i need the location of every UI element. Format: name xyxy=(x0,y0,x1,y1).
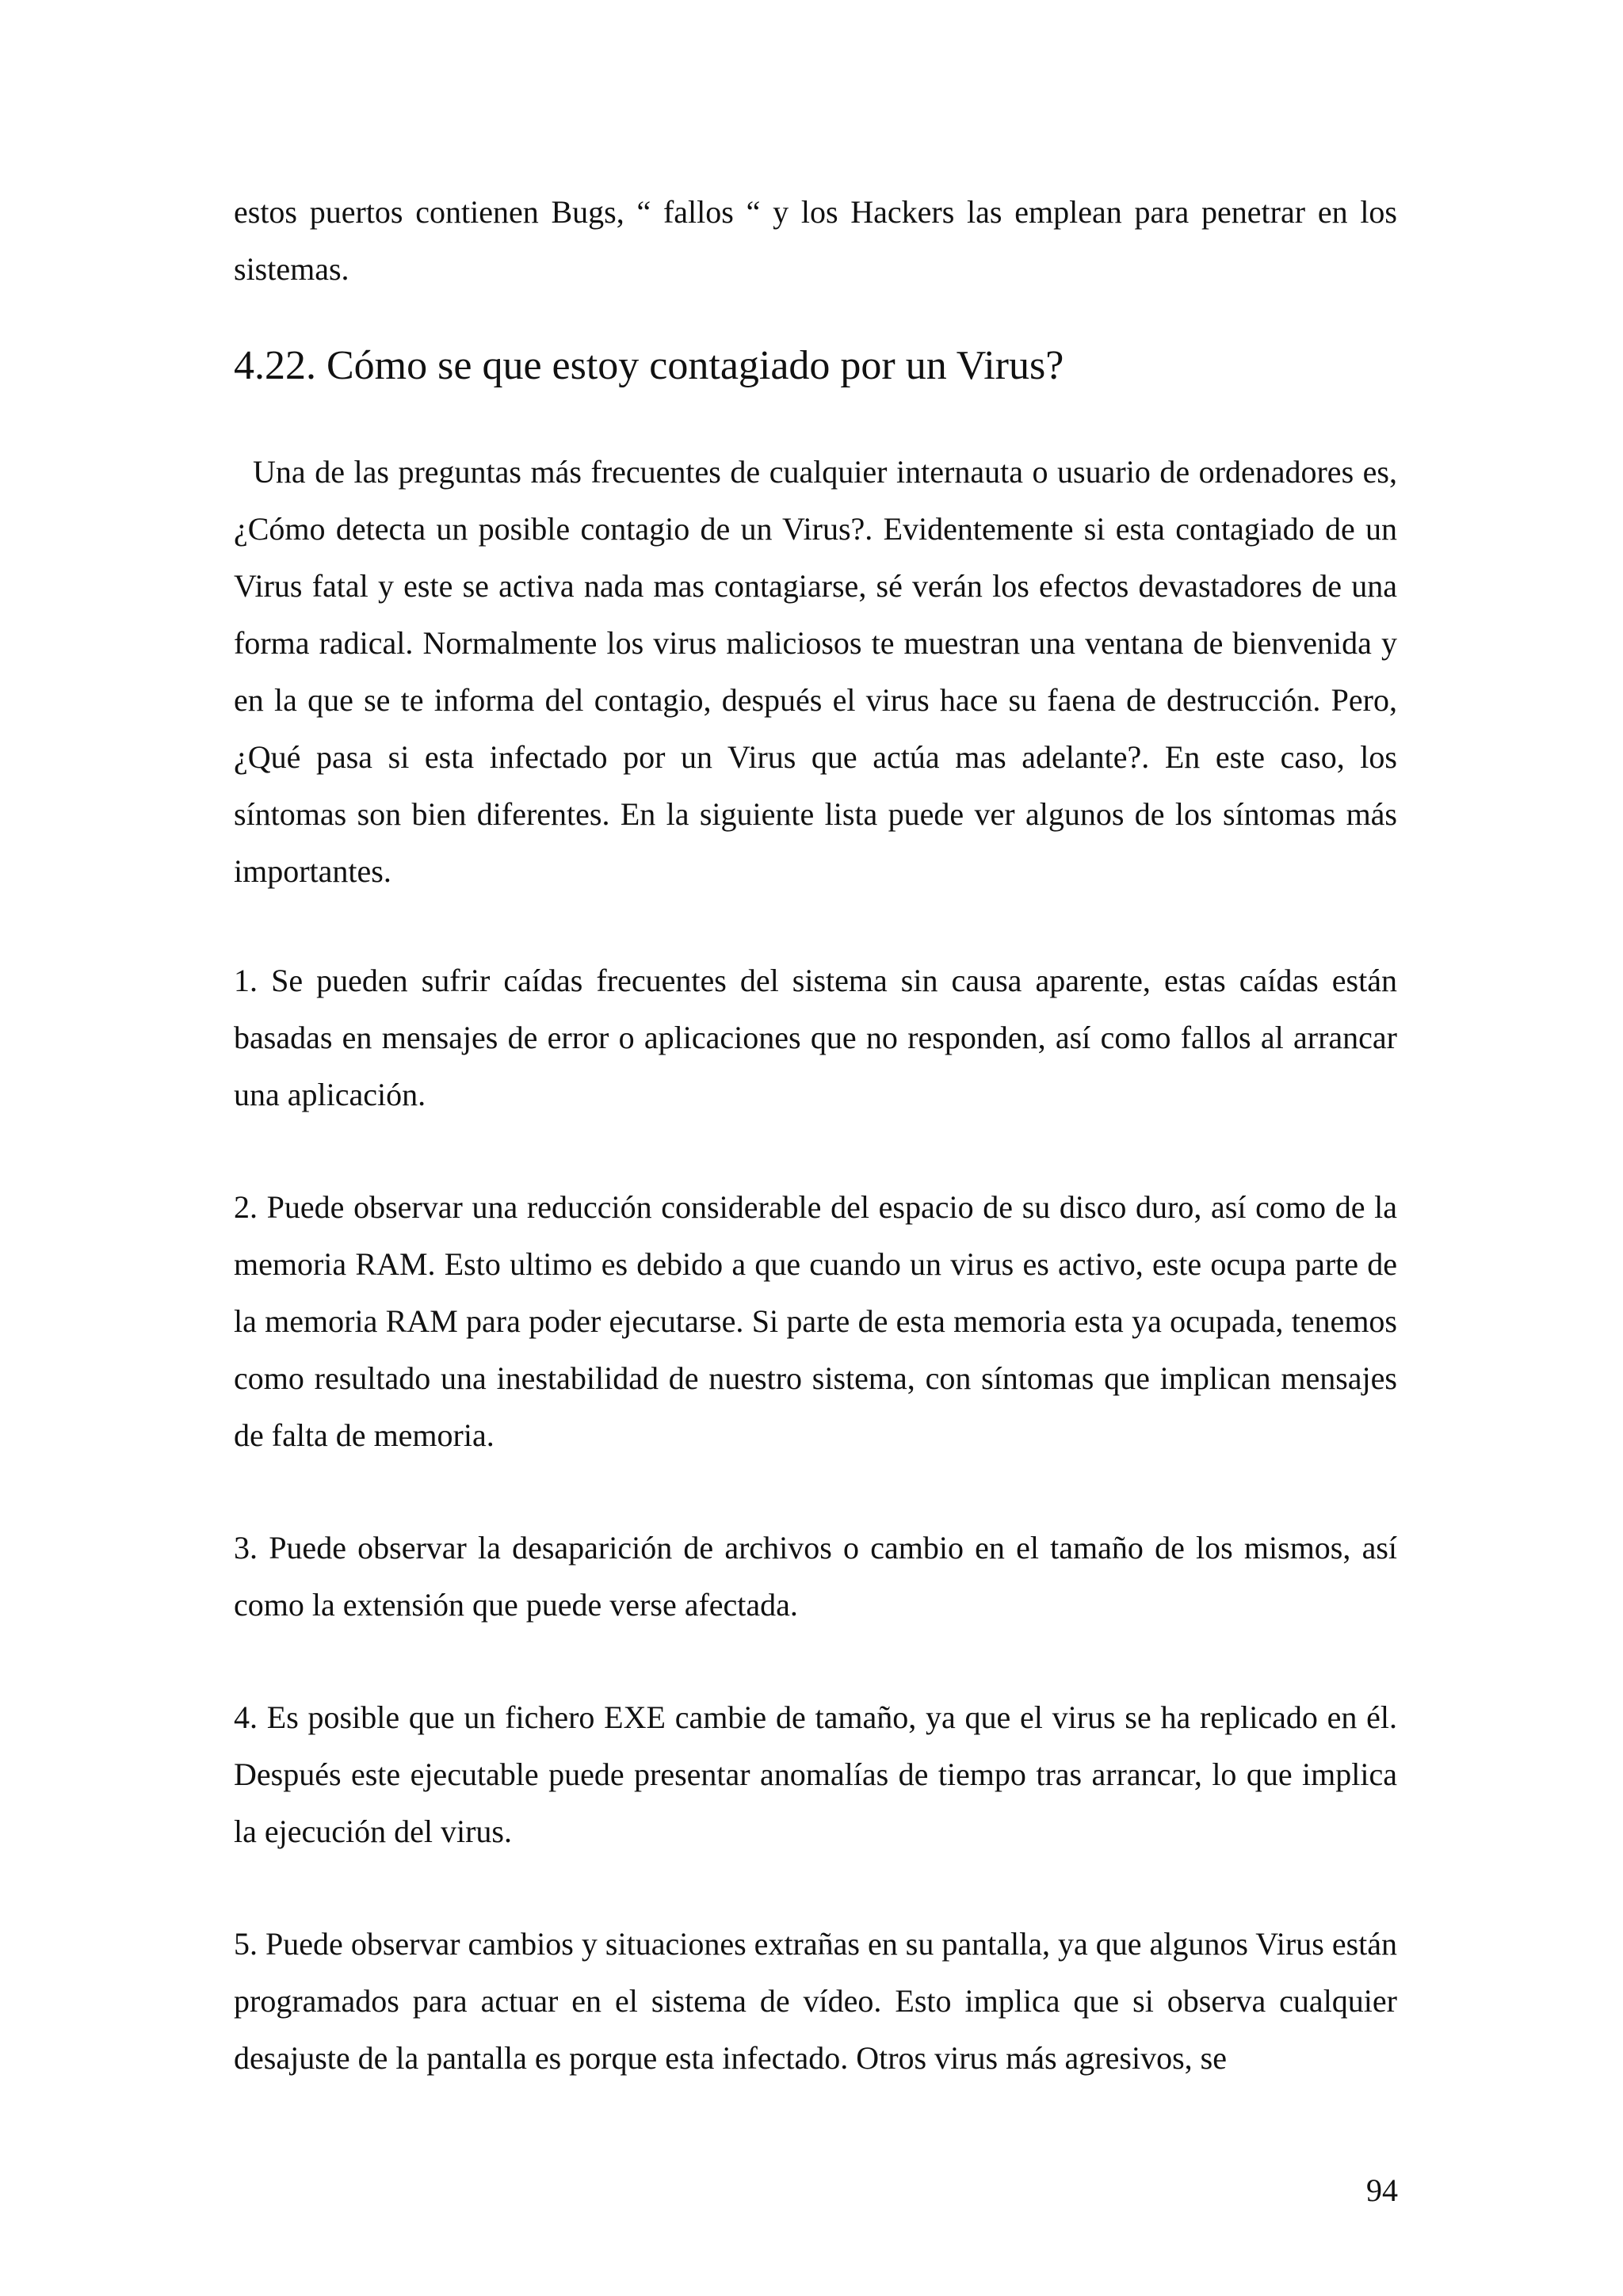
section-heading: 4.22. Cómo se que estoy contagiado por un Virus? xyxy=(234,343,1064,388)
intro-paragraph: estos puertos contienen Bugs, “ fallos “ y los Hackers las emplean para penetrar en los sistemas. xyxy=(234,194,1397,287)
list-item: 1. Se pueden sufrir caídas frecuentes del sistema sin causa aparente, estas caídas están basadas en mensajes de error o aplicaciones que no responden, así como fallos al arrancar una aplicación. xyxy=(234,963,1397,1112)
page-content xyxy=(234,184,1397,2087)
list-item: 5. Puede observar cambios y situaciones extrañas en su pantalla, ya que algunos Virus están programados para actuar en el sistema de vídeo. Esto implica que si observa cualquier desajuste de la pantalla es porque esta infectado. Otros virus más agresivos, se xyxy=(234,1926,1397,2076)
list-item: 2. Puede observar una reducción considerable del espacio de su disco duro, así como de la memoria RAM. Esto ultimo es debido a que cuando un virus es activo, este ocupa parte de la memoria RAM para poder ejecutarse. Si parte de esta memoria esta ya ocupada, tenemos como resultado una inestabilidad de nuestro sistema, con síntomas que implican mensajes de falta de memoria. xyxy=(234,1189,1397,1453)
body-paragraph: Una de las preguntas más frecuentes de cualquier internauta o usuario de ordenadores es, ¿Cómo detecta un posible contagio de un Virus?. Evidentemente si esta contagiado de un Virus fatal y este se activa nada mas contagiarse, sé verán los efectos devastadores de una forma radical. Normalmente los virus maliciosos te muestran una ventana de bienvenida y en la que se te informa del contagio, después el virus hace su faena de destrucción. Pero, ¿Qué pasa si esta infectado por un Virus que actúa mas adelante?. En este caso, los síntomas son bien diferentes. En la siguiente lista puede ver algunos de los síntomas más importantes. xyxy=(234,454,1397,889)
page-number: 94 xyxy=(1366,2172,1398,2208)
list-item: 3. Puede observar la desaparición de archivos o cambio en el tamaño de los mismos, así como la extensión que puede verse afectada. xyxy=(234,1530,1397,1623)
list-item: 4. Es posible que un fichero EXE cambie de tamaño, ya que el virus se ha replicado en él. Después este ejecutable puede presentar anomalías de tiempo tras arrancar, lo que implica la ejecución del virus. xyxy=(234,1699,1397,1849)
